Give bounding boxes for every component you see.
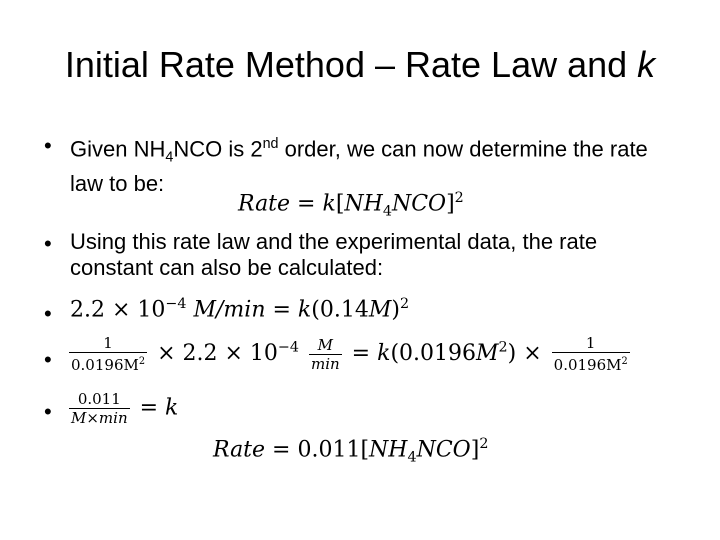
bullet-text-1-sup: nd [262,136,279,152]
final-rate-equation [213,436,488,466]
title-k: k [637,44,656,85]
bullet-marker-4: • [44,347,52,372]
line2-m: M [476,341,499,366]
line1-unit: M/min [193,297,266,323]
line2-frac-1-den-exp: 2 [138,356,146,367]
bullet-marker-2: • [44,231,52,256]
bullet-text-2: Using this rate law and the experimental data, the rate constant can also be calculated: [70,229,598,280]
bullet-marker-1: • [44,133,52,158]
line3-frac-den: M×min [71,409,128,427]
line2-exp: −4 [277,339,299,356]
line2-frac-1-num: 1 [103,334,113,352]
line2-m-exp: 2 [498,339,508,356]
line1-rhs-exp: 2 [399,296,410,312]
bullet-marker-3: • [44,301,52,326]
line3-frac [69,390,130,427]
title-text: Initial Rate Method – Rate Law and [64,44,628,85]
rate-law-open: [ [335,191,345,217]
equation-line-3 [66,390,178,427]
line2-frac-1 [69,334,147,374]
final-open: [ [360,437,370,463]
line1-rhs: (0.14 [311,297,369,323]
line2-rhs: (0.0196 [390,341,476,366]
line2-frac-3-den-exp: 2 [621,356,628,367]
final-exp: 2 [479,436,489,452]
bullet-marker-5: • [44,399,52,424]
line3-k: k [165,395,179,421]
rate-law-sub: 4 [382,203,392,220]
final-species: NH [369,437,408,463]
line2-frac-2-den: min [310,354,340,373]
final-sub: 4 [407,449,417,466]
line1-exp: −4 [165,296,187,312]
rate-law-close: ] [446,191,455,217]
rate-law-exp: 2 [454,190,464,206]
line2-frac-3 [552,334,630,374]
equation-line-1 [70,296,409,322]
line2-eq: = [344,341,378,366]
line2-k: k [377,341,391,366]
rate-law-eq: = [290,191,323,217]
line1-coef: 2.2 × 10 [70,297,166,323]
bullet-text-1-a: Given NH [70,136,166,162]
line2-frac-3-den-text: 0.0196M [553,356,622,374]
equation-line-2 [66,334,633,374]
bullet-text-1 [70,131,680,197]
rate-law-k: k [322,191,336,217]
line2-frac-2 [309,336,342,373]
final-eq: = 0.011 [265,437,361,463]
line2-frac-3-den [552,352,630,374]
rate-law-equation [238,190,464,220]
line1-eq: = [265,297,298,323]
line2-frac-1-den-text: 0.0196M [71,356,139,374]
line3-frac-num: 0.011 [77,390,121,408]
final-species2: NCO [416,437,471,463]
line2-close: ) × [507,341,549,366]
bullet-text-1-sub: 4 [165,149,174,166]
line2-frac-1-den [69,352,147,374]
line1-m: M [368,297,392,323]
line2-frac-3-num: 1 [585,334,596,352]
final-lhs: Rate [213,437,266,463]
line2-frac-2-num: M [317,335,333,354]
line1-close: ) [391,297,400,323]
line1-k: k [297,297,312,323]
bullet-text-1-b: NCO is 2 [173,136,263,162]
rate-law-species: NH [344,191,383,217]
final-close: ] [470,437,480,463]
slide-title [0,44,720,86]
bullet-text-1-c: order, we can now determine the rate law to be: [70,136,648,196]
line3-eq: = [132,395,166,421]
rate-law-lhs: Rate [238,191,291,217]
line2-times: × 2.2 × 10 [150,341,278,366]
rate-law-species2: NCO [391,191,447,217]
